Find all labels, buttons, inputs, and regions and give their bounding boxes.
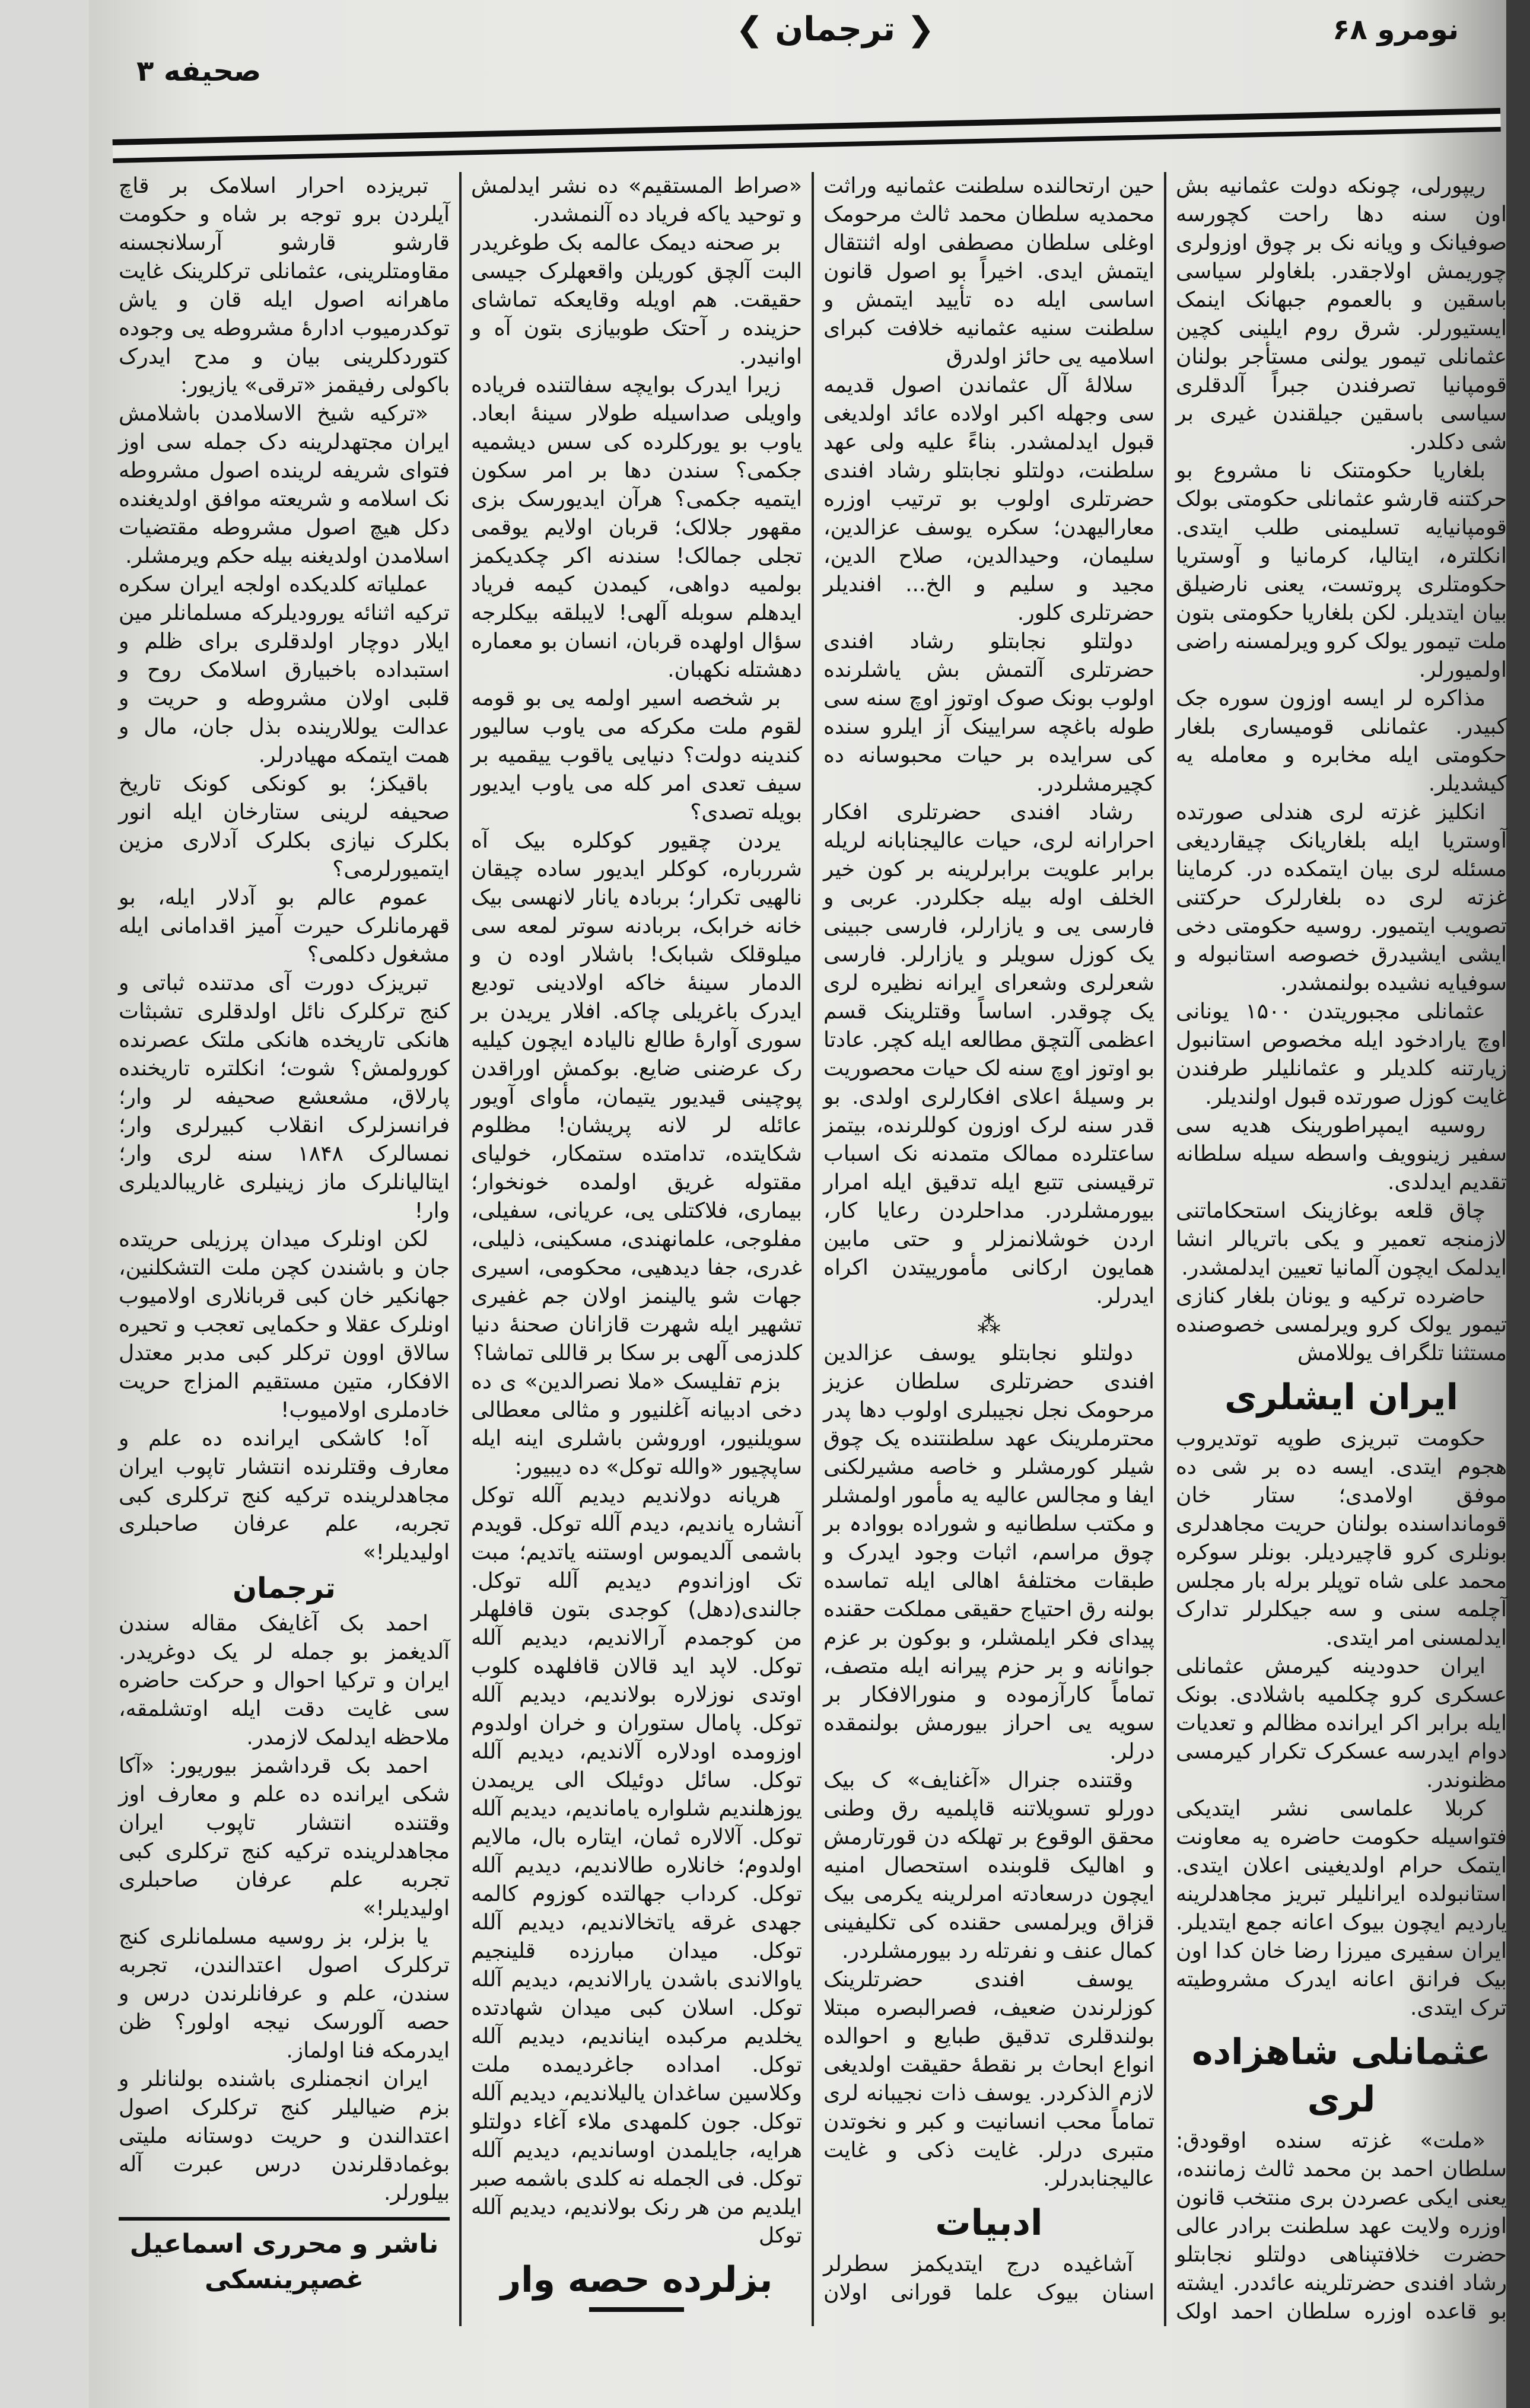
issue-number: نومرو ۶۸	[1332, 13, 1459, 46]
paragraph: بر صحنه دیمک عالمه بک طوغریدر البت آلچق کوریلن واقعهلرک جیسی حقیقت. هم اویله وقایعکه تماشای حزینده ر آحتک طوبیازی بتون آه و اوانیدر.	[471, 231, 802, 369]
paragraph: باقیکز؛ بو کونکی کونک تاریخ صحیفه لرینی ستارخان ایله انور بکلرک نیازی بکلرک آدلاری مزین ایتمیورلرمی؟	[119, 772, 450, 881]
section-heading-iran: ایران ایشلری	[1224, 1377, 1459, 1418]
paragraph: انکلیز غزته لری هندلی صورتده آوستریا ایله بلغاریانک چیقاردیغی مسئله لری بیان ایتمکده در. کرماینا غزته لری ده بلغارلرک حرکتنی تصویب ایتمیور. روسیه حکومتی دخی ایشی ایشیدرق خصوصه استانبوله و سوفیایه نشیده بولنمشدر.	[1176, 800, 1507, 995]
paragraph: احمد بک قرداشمز بیوریور: «آکا شکی ایرانده ده علم و معارف اوز وقتنده انتشار تاپوب ایران مجاهدلرینده ترکیه کنج ترکلری کبی تجربه علم عرفان صاحبلری اولیدیلر!»	[119, 1754, 450, 1920]
section-heading: بزلرده حصه وار	[500, 2259, 773, 2301]
paragraph: یا بزلر، بز روسیه مسلمانلری کنج ترکلرک اصول اعتدالندن، تجربه سندن، علم و عرفانلرندن درس و حصه آلورسک نیجه اولور؟ ظن ایدرمکه فنا اولماز.	[119, 1925, 450, 2063]
heading-rule	[589, 2307, 684, 2312]
page-number: صحیفه ۳	[136, 55, 262, 88]
paragraph: کربلا علماسی نشر ایتدیکی فتواسیله حکومت حاضره یه معاونت ایتمک حرام اولدیغینی اعلان ایتدی. استانبولده ایرانلیلر تبریز مجاهدلرینه یاردیم ایچون بیوک اعانه جمع ایتدیلر. ایران سفیری میرزا رضا خان کدا اون بیک فرانق اعانه ایدرک مشروطیته ترک ایتدی.	[1176, 1797, 1507, 2020]
paragraph: دولتلو نجابتلو رشاد افندی حضرتلری آلتمش بش یاشلرنده اولوب بونک صوک اوتوز اوچ سنه سی طوله باغچه سرایینک آز ایلرو سنده کی سرایده بر حیات محبوسانه ده کچیرمشلردر.	[823, 629, 1154, 796]
paragraph: تبریزده احرار اسلامک بر قاچ آیلردن برو توجه بر شاه و حکومت قارشو قارشو آرسلانجسنه مقاومتلرینی، عثمانلی ترکلرینک غایت ماهرانه اصول ایله قان و یاش توکدرمیوب ادارهٔ مشروطه یی وجوده کتوردکلرینی بیان و مدح ایدرک باکولی رفیقمز «ترقی» یازیور:	[119, 174, 450, 397]
paragraph: بلغاریا حکومتنک نا مشروع بو حرکتنه قارشو عثمانلی حکومتی بولک قومپانیایه تسلیمنی طلب ایتدی. انکلترہ، ایتالیا، کرمانیا و آوستریا حکومتلری پروتست، یعنی نارضیلق بیان ایتدیلر. لکن بلغاریا حکومتی بتون ملت تیمور یولک کرو ویرلمسنه راضی اولمیورلر.	[1176, 458, 1507, 682]
paragraph: عموم عالم بو آدلار ایله، بو قهرمانلرک حیرت آمیز اقدامانی ایله مشغول دکلمی؟	[119, 886, 450, 967]
paragraph: روسیه ایمپراطورینک هدیه سی سفیر زینوویف واسطه سیله سلطانه تقدیم ایدلدی.	[1176, 1113, 1507, 1195]
paragraph: عثمانلی مجبوریتدن ۱۵۰۰ یونانی اوچ یارادخود ایله مخصوص استانبول زیارتنه کلدیلر و عثمانلیلر طرفندن غایت کوزل صورتده قبول اولندیلر.	[1176, 999, 1507, 1109]
paragraph: ایران انجمنلری باشنده بولنانلر و بزم ضیالیلر کنج ترکلرک اصول اعتدالندن و حریت دوستانه ملیتی بوغمادقلرندن درس عبرت آله بیلورلر.	[119, 2067, 450, 2205]
paragraph: بر شخصه اسیر اولمه یی بو قومه لقوم ملت مکرکه می یاوب سالیور کندینه دولت؟ دنیایی یاقوب ییقمیه بر سیف تعدی امر کله می یاوب ایدیور بویله تصدی؟	[471, 686, 802, 824]
separator-dots: ⁂	[977, 1311, 1001, 1339]
paragraph: حاضرده ترکیه و یونان بلغار کنازی تیمور یولک کرو ویرلمسی خصوصنده مستثنا تلگراف یوللامش	[1176, 1284, 1507, 1365]
paragraph: حکومت تبریزی طوپه توتدیروب هجوم ایتدی. ایسه ده بر شی ده موفق اولامدی؛ ستار خان قومانداسنده بولنان حریت مجاهدلری بونلری کرو قاچیردیلر. بونلر سوکره محمد علی شاه توپلر برله بار مجلس آچلمه سنی و سه جیکلرلر تدارک ایدلمسنی امر ایتدی.	[1176, 1426, 1507, 1650]
publisher-signature: ناشر و محرری اسماعیل غصپرینسکی	[119, 2217, 450, 2298]
paragraph: رشاد افندی حضرتلری افکار احرارانه لری، حیات عالیجنابانه لریله برابر علویت برابرلرینه بر کون خیر الخلف اوله بیله جکلردر. عربی و فارسی یی و یازارلر، فارسی جبینی یک کوزل سویلر و یازارلر. فارسی شعرلری وشعرای ایرانه نظیره لری یک چوقدر. اساساً وقتلرینک قسم اعظمی آلتچق مطالعه ایله کچر. عادتا بو اوتوز اوچ سنه لک حیات محصوریت بر وسیلهٔ اعلای افکارلری اولدی. بو قدر سنه لرک اوزون کوللرنده، بیتمز ساعتلرده ممالک متمدنه نک اسباب ترقیسنی تتبع ایله تدقیق ایله امرار بیورمشلردر. مداحلردن رعایا کار، اردن خوشلانمزلر و حتی مابین همایون ارکانی مأمورییتدن اکراه ایدرلر.	[823, 800, 1154, 1308]
masthead-title: ❮ ترجمان ❯	[736, 10, 935, 49]
paragraph: تبریزک دورت آی مدتنده ثباتی و کنج ترکلرک نائل اولدقلری تشبثات هانکی تاریخده هانکی ملتک عصرنده کورولمش؟ شوت؛ انکلتره تاریخنده پارلاق، مشعشع صحیفه لر وار؛ فرانسزلرک انقلاب کبیرلری وار؛ نمسالرک ۱۸۴۸ سنه لری وار؛ ایتالیانلرک ماز زینیلری غاریبالدیلری وار!	[119, 971, 450, 1223]
editor-note-heading: ترجمان	[233, 1572, 336, 1605]
paragraph: بزم تفلیسک «ملا نصرالدین» ی ده دخی ادبیانه آغلنیور و مثالی معطالی سویلنیور، اوروشن باشلری اینه ایله ساپچیور «والله توکل» ده دیبیور:	[471, 1369, 802, 1479]
paragraph: یردن چقیور کوکلره بیک آه شررباره، کوکلر ایدیور ساده چیقان نالهیی تکرار؛ بربادہ یانار لانهسی بیک خانه خرابک، بربادنه سوتر لمعه سی میلوقلک شبابک! باشلار اوده ن و الدمار سینهٔ خاکه اولادینی تودیع ایدرک باغریلی چاکه. افلار یریدن بر سوری آوارهٔ طالع نالیادہ ایچون کیلیه رک عرضنی ضایع. بوکمش اوراقدن پوچینی قیدیور یتیمان، مأوای آویور عائله لر لانه پریشان! مظلوم شکایتده، تدامتده ستمکار، خولیای مقتوله غریق اولمده خونخوار؛ بیماری، فلاکتلی یی، عریانی، سفیلی، مفلوجی، علمانهندی، مسکینی، ذلیلی، غدری، جفا دیدهیی، محکومی، اسیری جهات شو یالینمز اولان جم غفیری تشهیر ایله شهرت قازانان صحنهٔ دنیا کلدزمی آلهی بر سکا بر قاللی تماشا؟	[471, 829, 802, 1365]
section-heading-ottoman-princes: عثمانلی شاهزاده لری	[1191, 2031, 1491, 2120]
paragraph: چاق قلعه بوغازینک استحکاماتنی لازمنجه تعمیر و یکی باتریالر انشا ایدلمک ایچون آلمانیا تعیین ایدلمشدر.	[1176, 1199, 1507, 1280]
paragraph: ایران حدودینه کیرمش عثمانلی عسکری کرو چکلمیه باشلادی. بونک ایله برابر اکر ایرانده مظالم و تعدیات دوام ایدرسه عسکرک تکرار کیرمسی مظنوندر.	[1176, 1654, 1507, 1792]
page-edge	[1506, 0, 1530, 2408]
paragraph: سلالهٔ آل عثماندن اصول قدیمه سی وجهله اکبر اولاده عائد اولدیغی قبول ایدلمشدر. بناءً علیه ولی عهد سلطنت، دولتلو نجابتلو رشاد افندی حضرتلری اولوب بو ترتیب اوزره معارالیهدن؛ سکره یوسف عزالدین، سلیمان، وحیدالدین، صلاح الدین، مجید و سلیم و الخ... افندیلر حضرتلری کلور.	[823, 373, 1154, 625]
paragraph: دولتلو نجابتلو یوسف عزالدین افندی حضرتلری سلطان عزیز مرحومک نجل نجیبلری اولوب دها پدر محترملرینک عهد سلطنتنده یک چوق شیلر کورمشلر و خاصه مشیرلکنی ایفا و مجالس عالیه یه مأمور اولمشلر و مکتب سلطانیه و شوراده بووادہ بر چوق مراسم، اثبات وجود ایدرک و طبقات مختلفهٔ اهالی ایله تماسده بولنه رق احتیاج حقیقی مملکت حقنده پیدای فکر ایلمشلر، و بوکون بر عزم جوانانه و بر حزم پیرانه ایله متصف، تماماً کارآزموده و منورالافکار بر سویه یی احراز بیورمش بولنمقده درلر.	[823, 1341, 1154, 1764]
paragraph: «ترکیه شیخ الاسلامدن باشلامش ایران مجتهدلرینه دک جمله سی اوز فتوای شریفه لرینده اصول مشروطه نک اسلامه و شریعته موافق اولدیغنده دکل هیچ اصول مشروطه مقتضیات اسلامدن اولدیغنه بیله حکم ویرمشلر.	[119, 402, 450, 568]
masthead-title-text: ترجمان	[775, 10, 896, 49]
column-3	[471, 371, 802, 2250]
paragraph: ریپورلی، چونکه دولت عثمانیه بش اون سنه دها راحت کچورسه صوفیانک و ویانه نک بر چوق اوزولری چوریمش اولاجقدر. بلغاولر سیاسی باسقین و بالعموم جبهانک اینمک ایستیورلر. شرق روم ایلینی کچین عثمانلی تیمور یولنی مستأجر بولنان قومپانیا تصرفندن جبراً آلدقلری سیاسی باسقین جیلقندن غیری بر شی دکلدر.	[1176, 174, 1507, 454]
paragraph: لکن اونلرک میدان پرزیلی حریتده جان و باشندن کچن ملت التشکلنین، جهانکیر خان کبی قربانلاری اولامیوب اونلرک عقلا و حکمایی تعجب و تحیره سالاق اوون ترکلر کبی مدبر معتدل الافکار، متین مستقیم المزاج حریت خادملری اولامیوب!	[119, 1227, 450, 1422]
paragraph: عملیاته کلدیکده اولجه ایران سکره ترکیه اثنائه یورودیلرکه مسلمانلر مین ایلار دوچار اولدقلری برای ظلم و استبداده باخبیارق اسلامک روح و قلبی اولان مشروطه و حریت و عدالت یوللارینده بذل جان، مال و همت ایتمکه مهیادرلر.	[119, 572, 450, 767]
paragraph: وقتنده جنرال «آغنایف» ک بیک دورلو تسویلاتنه قاپلمیه رق وطنی محقق الوقوع بر تهلکه دن قورتارمش و اهالیک قلوبنده استحصال امنیه ایچون درسعادته امرلرینه یکرمی بیک قزاق ویرلمسی حقنده کی تکلیفینی کمال عنف و نفرتله رد بیورمشلردر.	[823, 1768, 1154, 1963]
paragraph: «ملت» غزته سنده اوقودق: سلطان احمد بن محمد ثالث زماننده، یعنی ایکی عصردن بری منتخب قانون اوزره ولایت عهد سلطنت برادر عالی حضرت خلافتپناهی دولتلو نجابتلو رشاد افندی حضرتلرینه عائددر. ایشته بو قاعده اوزره سلطان احمد اولک حین ارتحالنده سلطنت عثمانیه وراثت محمدیه سلطان محمد ثالث مرحومک اوغلی سلطان مصطفی اوله اثنتقال ایتمش ایدی. اخیراً بو اصول قانون اساسی ایله ده تأیید ایتمش و سلطنت سنیه عثمانیه خلافت کبرای اسلامیه یی حائز اولدرق	[823, 174, 1507, 2324]
paragraph: هریانه دولاندیم دیدیم آلله توکل آنشاره یاندیم، دیدم آلله توکل. قویدم باشمی آلدیموس اوستنه یاتدیم؛ مبت تک اوزاندوم دیدیم آلله توکل. جالندی(دهل) کوجدی بتون قافلهلر من کوجمدم آرالاندیم، دیدیم آلله توکل. لاپد اید قالان قافلهده کلوب اوتدی نوزلاره بولاندیم، دیدیم آلله توکل. پامال ستوران و خران اولدوم اوزومده اودلاره آلاندیم، دیدیم آلله توکل. سائل دوئیلک الی یریمدن یوزهلندیم شلواره یاماندیم، دیدیم آلله توکل. آلالاره ثمان، ایتاره بال، مالایم اولدوم؛ خانلاره طالاندیم، دیدیم آلله توکل. کرداب جهالتده کوزوم کالمه جهدی غرقه یاتخالاندیم، دیدیم آلله توکل. میدان مبارزده قلینجیم یاوالاندی باشدن یارالاندیم، دیدیم آلله توکل. اسلان کبی میدان شهادتده یخلدیم مرکبده ایناندیم، دیدیم آلله توکل. امداده جاغرديمده ملت وکلاسین ساغدان یالیلاندیم، دیدیم آلله توکل. جون کلمهدی ملاء آغاء دولتلو هرایه، جایلمدن اوساندیم، دیدیم آلله توکل. فی الجمله نه کلدی باشمه صبر ایلدیم من هر رنک بولاندیم، دیدیم آلله توکل	[471, 1483, 802, 2248]
article-columns	[119, 172, 1507, 2326]
section-heading-literature: ادبیات	[935, 2202, 1043, 2244]
paragraph: مذاکره لر ایسه اوزون سوره جک کبیدر. عثمانلی قومیساری بلغار حکومتی ایله مخابره و معامله یه کیشدیلر.	[1176, 686, 1507, 796]
paragraph: آه! کاشکی ایرانده ده علم و معارف وقتلرنده انتشار تاپوب ایران مجاهدلرینده ترکیه کنج ترکلری کبی تجربه، علم عرفان صاحبلری اولیدیلر!»	[119, 1426, 450, 1565]
paragraph: یوسف افندی حضرتلرینک کوزلرندن ضعیف، فصرالبصره مبتلا بولندقلری تدقیق طبایع و احوالده انواع ابحاث بر نقطهٔ حقیقت اولدیغی لازم الذکردر. یوسف ذات نجیبانه لری تماماً محب انسانیت و کبر و نخوتدن متبری درلر. غایت ذکی و غایت عالیجنابدرلر.	[823, 1967, 1154, 2191]
paragraph: زیرا ایدرک بوایچه سفالتنده فریاده واویلی صداسیله طولار سینهٔ ابعاد. یاوب بو یورکلرده کی سس دیشمیه جکمی؟ سندن دها بر امر سکون ایتمیه جکمی؟ هرآن ایدیورسک بزی مقهور جلالک؛ قربان اولایم یوقمی تجلی جمالک! سندنه اکر چکدیکمز بولمیه دواهی، کیمدن کیمه فریاد ایدهلم سوبله آلهی! لایبلقه بیکلرجه سؤال اولهده قربان، انسان بو معماره دهشتله نکهبان.	[471, 373, 802, 682]
paragraph: احمد بک آغایفک مقاله سندن آلدیغمز بو جمله لر یک دوغریدر. ایران و ترکیا احوال و حرکت حاضره سی غایت دقت ایله اوتشلمقه، ملاحظه ایدلمک لازمدر.	[119, 1611, 450, 1750]
paragraph: آشاغیده درج ایتدیکمز سطرلر اسنان بیوک علما قورانی اولان «صراط المستقیم» ده نشر ایدلمش و توحید یاکه فریاد ده آلنمشدر.	[471, 174, 1154, 2305]
